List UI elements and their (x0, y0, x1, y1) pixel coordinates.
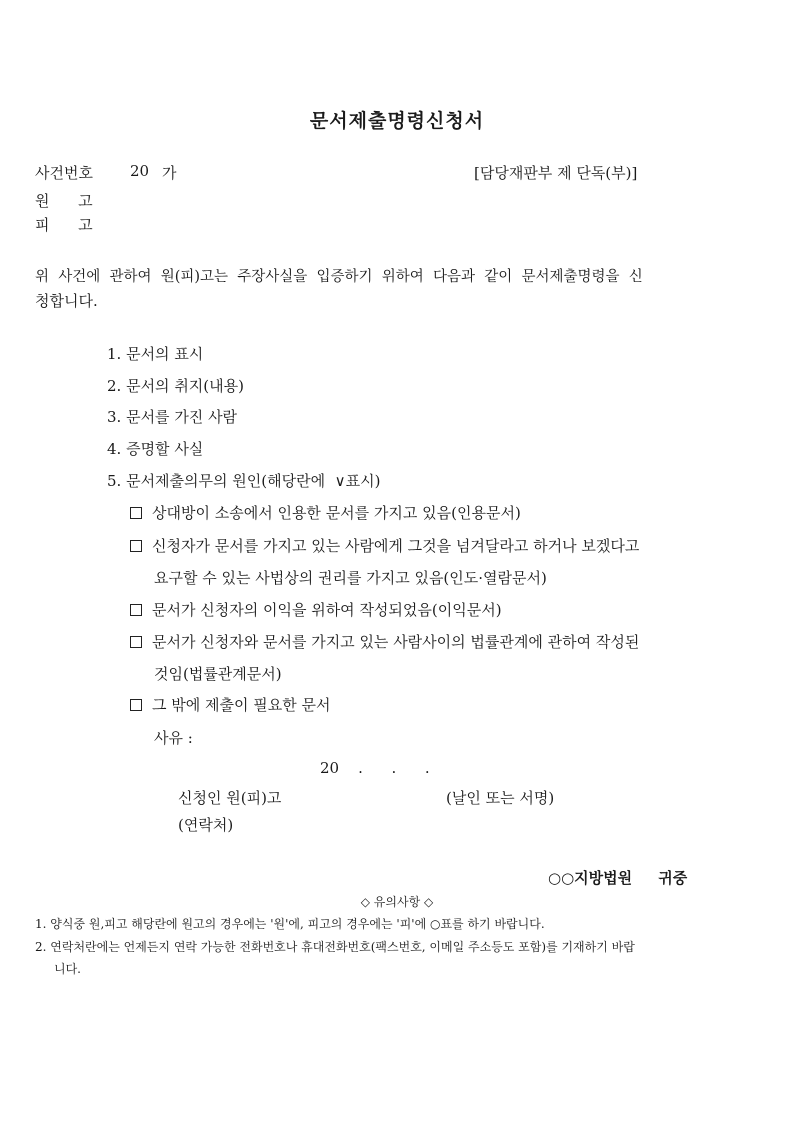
option-4-continued: 것임(법률관계문서) (154, 665, 282, 683)
case-type: 가 (162, 164, 177, 182)
item-5: 5. 문서제출의무의 원인(해당란에 ∨표시) (107, 472, 381, 490)
option-2-continued: 요구할 수 있는 사법상의 권리를 가지고 있음(인도·열람문서) (154, 569, 547, 587)
document-title: 문서제출명령신청서 (309, 110, 485, 132)
option-3[interactable] (130, 599, 502, 620)
option-2[interactable] (130, 535, 639, 556)
intro-line-2: 청합니다. (35, 292, 98, 310)
item-3: 3. 문서를 가진 사람 (107, 408, 238, 426)
notes-header: ◇ 유의사항 ◇ (360, 895, 434, 909)
seal-or-signature: (날인 또는 서명) (446, 789, 555, 807)
applicant-label: 신청인 원(피)고 (178, 789, 282, 807)
option-5-label: 그 밖에 제출이 필요한 문서 (152, 696, 331, 714)
reason-label: 사유 : (154, 729, 193, 747)
option-3-label: 문서가 신청자의 이익을 위하여 작성되었음(이익문서) (152, 601, 502, 619)
option-5[interactable] (130, 694, 330, 715)
checkbox-icon[interactable] (130, 604, 142, 616)
item-2: 2. 문서의 취지(내용) (107, 377, 244, 395)
application-date: 20 . . . (320, 759, 430, 777)
assigned-court: [담당재판부 제 단독(부)] (474, 164, 638, 182)
option-4-label: 문서가 신청자와 문서를 가지고 있는 사람사이의 법률관계에 관하여 작성된 (152, 633, 640, 651)
option-1-label: 상대방이 소송에서 인용한 문서를 가지고 있음(인용문서) (152, 504, 521, 522)
checkbox-icon[interactable] (130, 699, 142, 711)
note-2-continued: 니다. (54, 962, 81, 976)
case-number-label: 사건번호 (35, 164, 93, 182)
note-1: 1. 양식중 원,피고 해당란에 원고의 경우에는 '원'에, 피고의 경우에는 '피'에 ○표를 하기 바랍니다. (35, 917, 545, 931)
plaintiff-label: 원 고 (35, 192, 93, 210)
court-addressee: ○○지방법원 귀중 (548, 869, 688, 887)
item-1: 1. 문서의 표시 (107, 345, 204, 363)
item-4: 4. 증명할 사실 (107, 440, 204, 458)
checkbox-icon[interactable] (130, 540, 142, 552)
contact-label: (연락처) (178, 816, 234, 834)
defendant-label: 피 고 (35, 216, 93, 234)
note-2: 2. 연락처란에는 언제든지 연락 가능한 전화번호나 휴대전화번호(팩스번호, 이메일 주소등도 포함)를 기재하기 바랍 (35, 940, 635, 954)
option-2-label: 신청자가 문서를 가지고 있는 사람에게 그것을 넘겨달라고 하거나 보겠다고 (152, 537, 640, 555)
checkbox-icon[interactable] (130, 636, 142, 648)
option-1[interactable] (130, 502, 521, 523)
intro-line-1: 위 사건에 관하여 원(피)고는 주장사실을 입증하기 위하여 다음과 같이 문서제출명령을 신 (35, 269, 643, 285)
checkbox-icon[interactable] (130, 507, 142, 519)
option-4[interactable] (130, 631, 639, 652)
case-year: 20 (130, 162, 150, 180)
